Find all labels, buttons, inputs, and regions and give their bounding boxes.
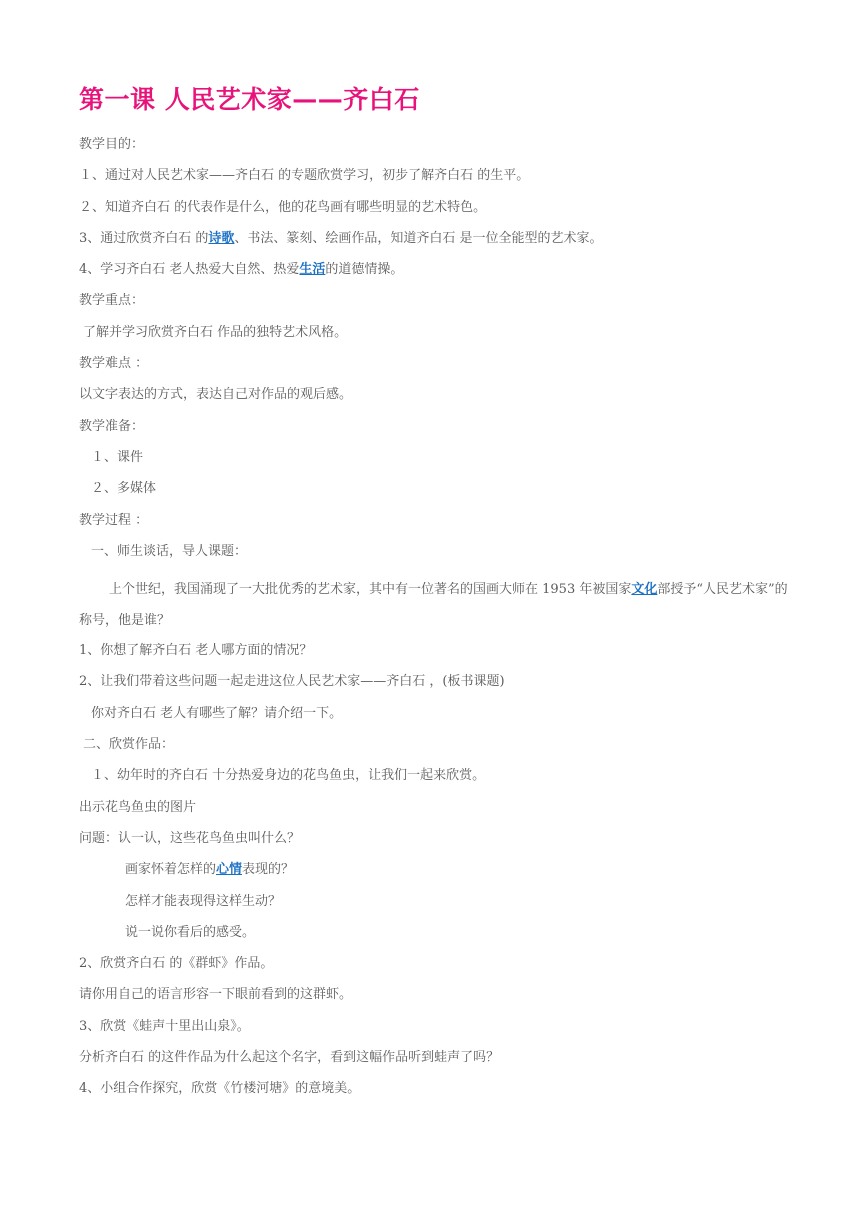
- appreciation-item-2: 2、欣赏齐白石 的《群虾》作品。: [79, 956, 274, 972]
- text-segment: 部授予“人民艺术家”的称号，他是谁？: [79, 582, 788, 629]
- section-heading-key-points: 教学重点：: [79, 293, 145, 309]
- show-pictures-text: 出示花鸟鱼虫的图片: [79, 799, 197, 815]
- link-life[interactable]: 生活: [299, 262, 326, 278]
- preparation-item-2: ２、多媒体: [91, 481, 157, 497]
- text-segment: 4、学习齐白石 老人热爱大自然、热爱: [79, 262, 300, 278]
- link-poetry[interactable]: 诗歌: [208, 230, 235, 246]
- question-recognize: 问题：认一认，这些花鸟鱼虫叫什么？: [79, 830, 301, 846]
- appreciation-item-1: １、幼年时的齐白石 十分热爱身边的花鸟鱼虫，让我们一起来欣赏。: [91, 768, 486, 784]
- page-title: 第一课 人民艺术家——齐白石: [79, 85, 420, 114]
- appreciation-item-3: 3、欣赏《蛙声十里出山泉》。: [79, 1018, 250, 1034]
- question-item-1: 1、你想了解齐白石 老人哪方面的情况？: [79, 643, 313, 659]
- link-culture[interactable]: 文化: [631, 582, 658, 598]
- process-step-1-heading: 一、师生谈话，导人课题：: [91, 543, 248, 559]
- objective-item-1: １、通过对人民艺术家——齐白石 的专题欣赏学习，初步了解齐白石 的生平。: [79, 168, 530, 184]
- section-heading-objectives: 教学目的：: [79, 137, 145, 152]
- text-segment: 上个世纪，我国涌现了一大批优秀的艺术家，其中有一位著名的国画大师在 1953 年被国家: [109, 582, 632, 598]
- question-feelings: 说一说你看后的感受。: [125, 924, 256, 940]
- question-followup: 你对齐白石 老人有哪些了解？请介绍一下。: [91, 705, 343, 721]
- text-segment: 表现的？: [242, 862, 295, 878]
- link-mood[interactable]: 心情: [216, 862, 243, 878]
- objective-item-2: ２、知道齐白石 的代表作是什么，他的花鸟画有哪些明显的艺术特色。: [79, 199, 487, 215]
- shrimp-description-prompt: 请你用自己的语言形容一下眼前看到的这群虾。: [79, 987, 353, 1003]
- text-segment: 3、通过欣赏齐白石 的: [79, 230, 209, 246]
- key-point-text: 了解并学习欣赏齐白石 作品的独特艺术风格。: [83, 324, 348, 340]
- section-heading-difficulties: 教学难点 ：: [79, 356, 149, 372]
- preparation-item-1: １、课件: [91, 449, 144, 465]
- intro-paragraph: [79, 574, 800, 636]
- text-segment: 、书法、篆刻、绘画作品，知道齐白石 是一位全能型的艺术家。: [234, 230, 603, 246]
- question-mood: [79, 861, 800, 879]
- frog-analysis-prompt: 分析齐白石 的这件作品为什么起这个名字，看到这幅作品听到蛙声了吗？: [79, 1050, 500, 1066]
- text-segment: 画家怀着怎样的: [125, 862, 217, 878]
- question-vivid: 怎样才能表现得这样生动？: [125, 893, 282, 909]
- appreciation-item-4: 4、小组合作探究，欣赏《竹楼河塘》的意境美。: [79, 1081, 361, 1097]
- objective-item-3: [79, 230, 800, 248]
- process-step-2-heading: 二、欣赏作品：: [83, 737, 175, 753]
- objective-item-4: [79, 261, 800, 279]
- text-segment: 的道德情操。: [325, 262, 404, 278]
- section-heading-preparation: 教学准备：: [79, 418, 145, 434]
- question-item-2: 2、让我们带着这些问题一起走进这位人民艺术家——齐白石 ，(板书课题): [79, 674, 505, 690]
- difficulty-text: 以文字表达的方式，表达自己对作品的观后感。: [79, 387, 353, 403]
- section-heading-process: 教学过程 ：: [79, 512, 149, 528]
